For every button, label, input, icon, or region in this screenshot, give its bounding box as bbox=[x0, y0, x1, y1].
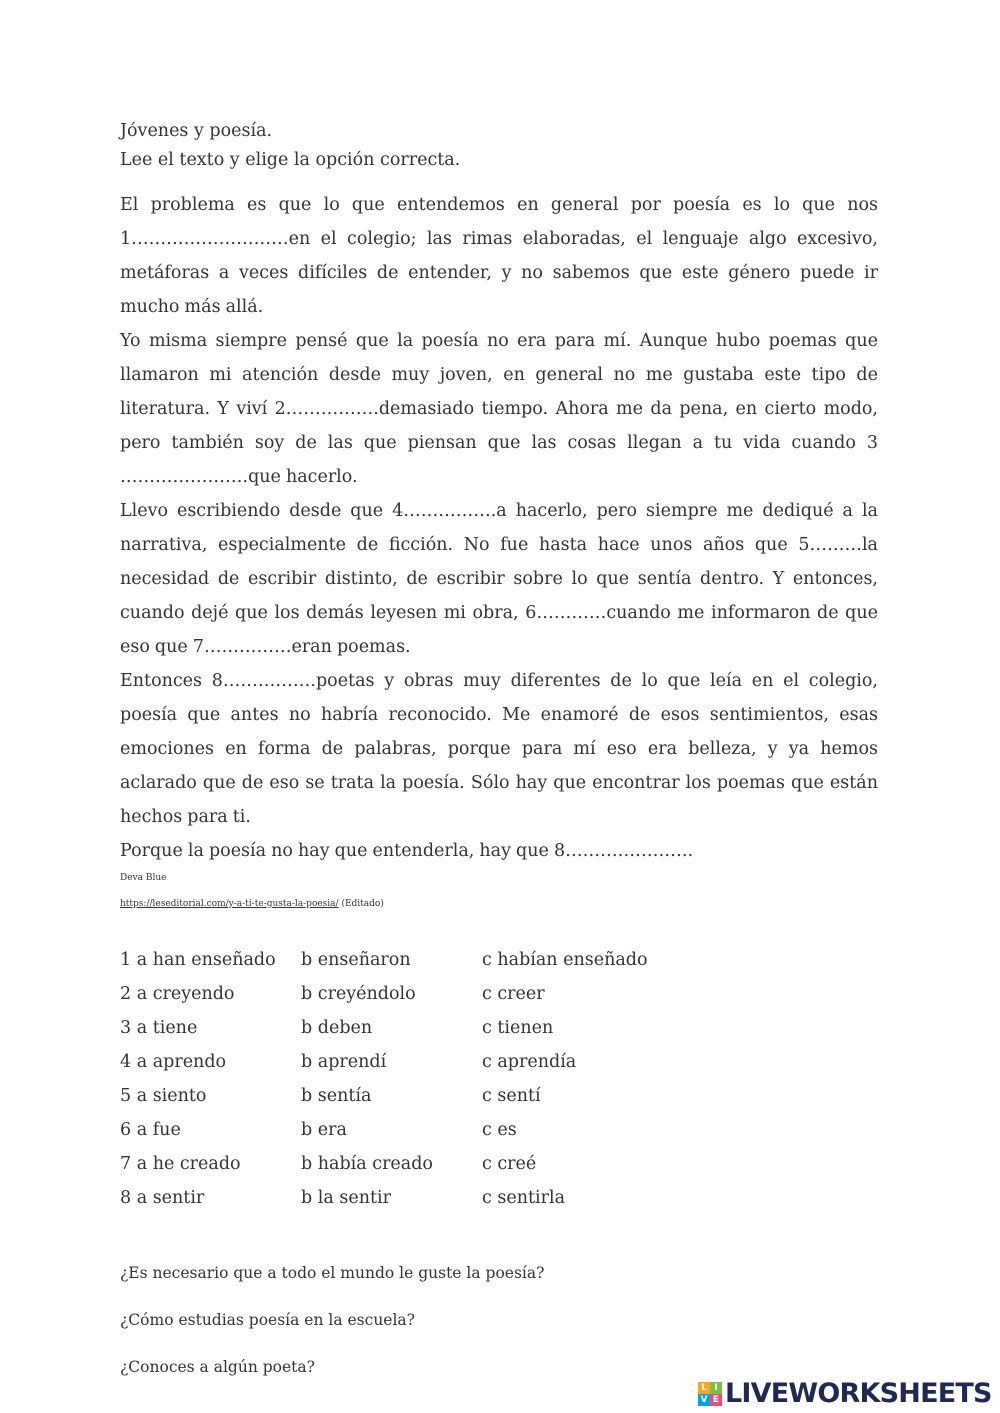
option-a: 5 a siento bbox=[120, 1086, 207, 1106]
option-a: 2 a creyendo bbox=[120, 984, 235, 1004]
option-b: b era bbox=[301, 1120, 347, 1140]
option-c: c tienen bbox=[482, 1018, 554, 1038]
option-row-1 bbox=[120, 943, 878, 977]
option-c: c sentí bbox=[482, 1086, 541, 1106]
option-a: 6 a fue bbox=[120, 1120, 181, 1140]
option-row-6 bbox=[120, 1113, 878, 1147]
article-paragraph-3: Llevo escribiendo desde que 4…………….a hacerlo, pero siempre me dediqué a la narrativa, especialmente de ficción. No fue hasta hace unos años que 5………la necesidad de escribir distinto, de escribir sobre lo que sentía dentro. Y entonces, cuando dejé que los demás leyesen mi obra, 6…………cuando me informaron de que eso que 7……………eran poemas. bbox=[120, 501, 878, 657]
watermark-text: LIVEWORKSHEETS bbox=[725, 1378, 992, 1409]
worksheet-title: Jóvenes y poesía. bbox=[120, 121, 273, 141]
option-c: c habían enseñado bbox=[482, 950, 648, 970]
question-1: ¿Es necesario que a todo el mundo le guste la poesía? bbox=[120, 1264, 545, 1282]
logo-letter-i: I bbox=[710, 1382, 722, 1394]
option-row-4 bbox=[120, 1045, 878, 1079]
option-b: b aprendí bbox=[301, 1052, 387, 1072]
option-row-7 bbox=[120, 1147, 878, 1181]
option-b: b creyéndolo bbox=[301, 984, 416, 1004]
article-source bbox=[120, 898, 878, 910]
option-a: 1 a han enseñado bbox=[120, 950, 276, 970]
article-paragraph-4: Entonces 8…………….poetas y obras muy diferentes de lo que leía en el colegio, poesía que antes no habría reconocido. Me enamoré de esos sentimientos, esas emociones en forma de palabras, porque para mí eso era belleza, y ya hemos aclarado que de eso se trata la poesía. Sólo hay que encontrar los poemas que están hechos para ti. bbox=[120, 671, 878, 827]
worksheet-page bbox=[120, 117, 878, 1402]
option-row-8 bbox=[120, 1181, 878, 1215]
option-b: b había creado bbox=[301, 1154, 433, 1174]
article-text bbox=[120, 188, 878, 868]
option-a: 7 a he creado bbox=[120, 1154, 241, 1174]
option-b: b enseñaron bbox=[301, 950, 411, 970]
option-c: c sentirla bbox=[482, 1188, 565, 1208]
question-2: ¿Cómo estudias poesía en la escuela? bbox=[120, 1311, 415, 1329]
option-row-3 bbox=[120, 1011, 878, 1045]
option-a: 8 a sentir bbox=[120, 1188, 205, 1208]
article-paragraph-2: Yo misma siempre pensé que la poesía no era para mí. Aunque hubo poemas que llamaron mi atención desde muy joven, en general no me gustaba este tipo de literatura. Y viví 2…………….demasiado tiempo. Ahora me da pena, en cierto modo, pero también soy de las que piensan que las cosas llegan a tu vida cuando 3 ………………….que hacerlo. bbox=[120, 331, 878, 487]
logo-letter-e: E bbox=[710, 1394, 722, 1406]
option-b: b deben bbox=[301, 1018, 373, 1038]
liveworksheets-watermark bbox=[698, 1378, 992, 1410]
logo-letter-l: L bbox=[698, 1382, 710, 1394]
option-c: c aprendía bbox=[482, 1052, 577, 1072]
option-c: c creer bbox=[482, 984, 545, 1004]
option-row-2 bbox=[120, 977, 878, 1011]
logo-letter-v: V bbox=[698, 1394, 710, 1406]
option-c: c creé bbox=[482, 1154, 537, 1174]
option-row-5 bbox=[120, 1079, 878, 1113]
option-b: b la sentir bbox=[301, 1188, 391, 1208]
option-a: 4 a aprendo bbox=[120, 1052, 227, 1072]
source-note: (Editado) bbox=[341, 899, 384, 909]
options-list bbox=[120, 943, 878, 1215]
worksheet-instruction: Lee el texto y elige la opción correcta. bbox=[120, 150, 461, 170]
article-paragraph-1: El problema es que lo que entendemos en general por poesía es lo que nos 1………………………en el colegio; las rimas elaboradas, el lenguaje algo excesivo, metáforas a veces difíciles de entender, y no sabemos que este género puede ir mucho más allá. bbox=[120, 195, 878, 317]
question-3: ¿Conoces a algún poeta? bbox=[120, 1358, 315, 1376]
article-paragraph-5: Porque la poesía no hay que entenderla, hay que 8…………………. bbox=[120, 841, 694, 861]
discussion-questions bbox=[120, 1261, 878, 1379]
article-author: Deva Blue bbox=[120, 873, 167, 883]
source-link[interactable]: https://leseditorial.com/y-a-ti-te-gusta-la-poesia/ bbox=[120, 899, 339, 909]
option-a: 3 a tiene bbox=[120, 1018, 198, 1038]
liveworksheets-logo-icon bbox=[698, 1382, 722, 1406]
option-c: c es bbox=[482, 1120, 517, 1140]
option-b: b sentía bbox=[301, 1086, 372, 1106]
